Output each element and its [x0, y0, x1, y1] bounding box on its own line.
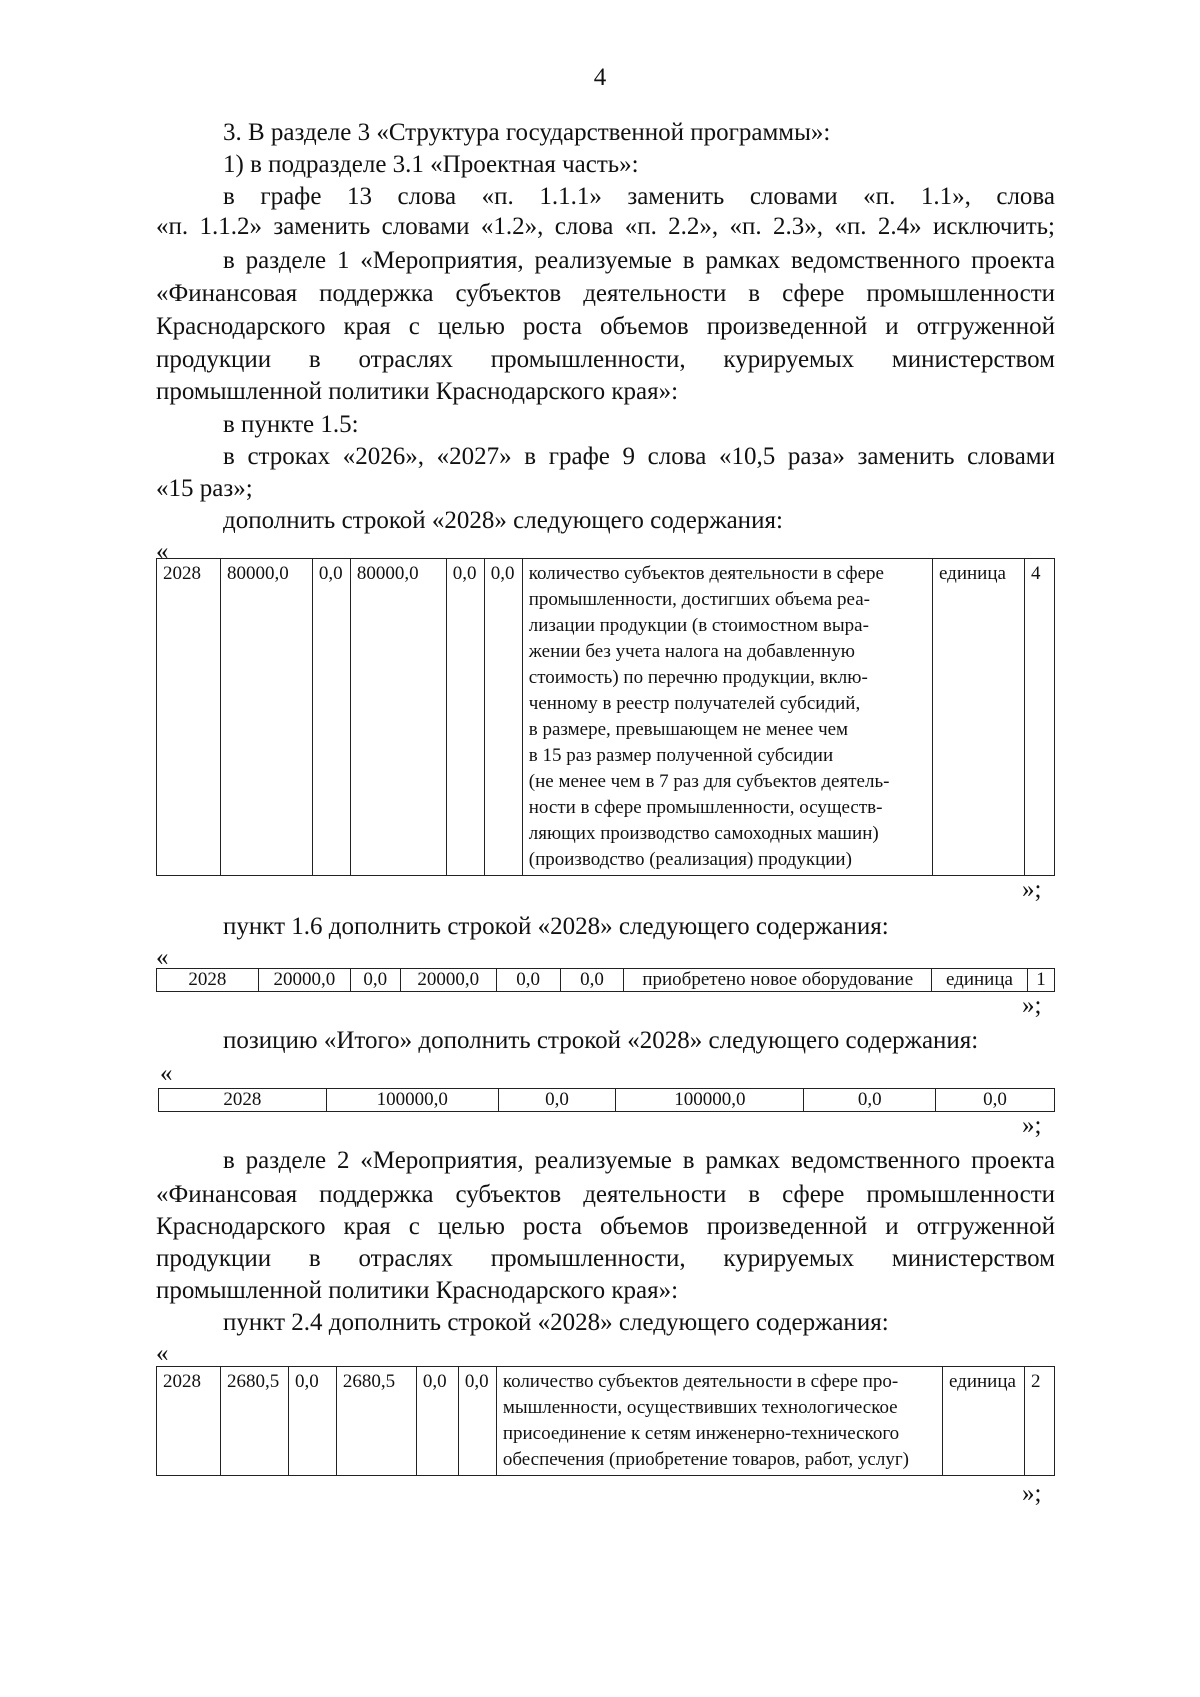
total-cell: 20000,0 — [258, 969, 350, 992]
description-line: стоимость) по перечню продукции, вклю- — [528, 667, 868, 688]
description-line: промышленности, достигших объема реа- — [528, 589, 870, 610]
open-quote: « — [156, 944, 169, 971]
punkt-2-4: пункт 2.4 дополнить строкой «2028» следующего содержания: — [223, 1309, 889, 1336]
amount-cell: 0,0 — [804, 1089, 936, 1112]
table-punkt-1-5 — [156, 558, 1055, 876]
table-row — [157, 559, 1055, 876]
strokah-line-2: «15 раз»; — [156, 475, 253, 502]
close-quote: »; — [1022, 876, 1042, 903]
amount-cell: 0,0 — [936, 1089, 1055, 1112]
description-line: количество субъектов деятельности в сфере про- — [502, 1371, 899, 1392]
section-heading: 3. В разделе 3 «Структура государственной программы»: — [223, 119, 831, 146]
punkt-1-5: в пункте 1.5: — [223, 411, 359, 438]
description-line: ченному в реестр получателей субсидий, — [528, 693, 861, 714]
graph13-line-1: в графе 13 слова «п. 1.1.1» заменить словами «п. 1.1», слова — [223, 183, 1055, 210]
description-cell: приобретено новое оборудование — [624, 969, 932, 992]
razdel1-line-3: Краснодарского края с целью роста объемов произведенной и отгруженной — [156, 313, 1055, 340]
year-cell: 2028 — [157, 559, 221, 876]
table-row — [157, 1367, 1055, 1476]
unit-cell: единица — [942, 1367, 1024, 1476]
amount-cell: 0,0 — [496, 969, 560, 992]
description-line: в 15 раз размер полученной субсидии — [528, 745, 834, 766]
description-cell — [496, 1367, 942, 1476]
dopolnit-line: дополнить строкой «2028» следующего содержания: — [223, 507, 783, 534]
amount-cell: 0,0 — [350, 969, 400, 992]
description-line: (не менее чем в 7 раз для субъектов деятель- — [528, 771, 890, 792]
razdel1-line-1: в разделе 1 «Мероприятия, реализуемые в рамках ведомственного проекта — [223, 247, 1055, 274]
description-line: лизации продукции (в стоимостном выра- — [528, 615, 869, 636]
year-cell: 2028 — [159, 1089, 327, 1112]
close-quote: »; — [1022, 992, 1042, 1019]
razdel2-line-5: промышленной политики Краснодарского края»: — [156, 1277, 679, 1304]
open-quote: « — [156, 1340, 169, 1367]
value-cell: 2 — [1024, 1367, 1054, 1476]
amount-cell: 100000,0 — [616, 1089, 804, 1112]
amount-cell: 0,0 — [312, 559, 350, 876]
razdel2-line-4: продукции в отраслях промышленности, курируемых министерством — [156, 1245, 1055, 1272]
amount-cell: 0,0 — [498, 1089, 616, 1112]
value-cell: 4 — [1024, 559, 1054, 876]
open-quote: « — [156, 538, 169, 565]
amount-cell: 20000,0 — [400, 969, 496, 992]
description-line: (производство (реализация) продукции) — [528, 849, 852, 870]
razdel2-line-1: в разделе 2 «Мероприятия, реализуемые в рамках ведомственного проекта — [223, 1147, 1055, 1174]
description-line: ности в сфере промышленности, осуществ- — [528, 797, 883, 818]
itogo-line: позицию «Итого» дополнить строкой «2028» следующего содержания: — [223, 1027, 979, 1054]
table-row — [159, 1089, 1055, 1112]
amount-cell: 80000,0 — [350, 559, 446, 876]
close-quote: »; — [1022, 1480, 1042, 1507]
description-line: жении без учета налога на добавленную — [528, 641, 855, 662]
close-quote: »; — [1022, 1112, 1042, 1139]
unit-cell: единица — [932, 559, 1024, 876]
subsection-line: 1) в подразделе 3.1 «Проектная часть»: — [223, 151, 639, 178]
amount-cell: 0,0 — [288, 1367, 336, 1476]
year-cell: 2028 — [157, 1367, 221, 1476]
unit-cell: единица — [932, 969, 1028, 992]
amount-cell: 0,0 — [560, 969, 624, 992]
amount-cell: 2680,5 — [336, 1367, 416, 1476]
razdel2-line-3: Краснодарского края с целью роста объемов произведенной и отгруженной — [156, 1213, 1055, 1240]
total-cell: 80000,0 — [220, 559, 312, 876]
razdel2-line-2: «Финансовая поддержка субъектов деятельности в сфере промышленности — [156, 1181, 1055, 1208]
amount-cell: 0,0 — [416, 1367, 458, 1476]
amount-cell: 0,0 — [458, 1367, 496, 1476]
amount-cell: 0,0 — [446, 559, 484, 876]
total-cell: 100000,0 — [326, 1089, 498, 1112]
description-line: присоединение к сетям инженерно-технического — [502, 1423, 900, 1444]
amount-cell: 0,0 — [484, 559, 522, 876]
description-line: в размере, превышающем не менее чем — [528, 719, 849, 740]
open-quote: « — [160, 1060, 173, 1087]
razdel1-line-2: «Финансовая поддержка субъектов деятельности в сфере промышленности — [156, 280, 1055, 307]
table-punkt-2-4 — [156, 1366, 1055, 1476]
value-cell: 1 — [1027, 969, 1054, 992]
description-line: мышленности, осуществивших технологическое — [502, 1397, 898, 1418]
table-row — [157, 969, 1055, 992]
description-line: количество субъектов деятельности в сфере — [528, 563, 884, 584]
page-number: 4 — [593, 64, 607, 91]
graph13-line-2: «п. 1.1.2» заменить словами «1.2», слова «п. 2.2», «п. 2.3», «п. 2.4» исключить; — [156, 213, 1055, 240]
razdel1-line-4: продукции в отраслях промышленности, курируемых министерством — [156, 346, 1055, 373]
punkt-1-6: пункт 1.6 дополнить строкой «2028» следующего содержания: — [223, 913, 889, 940]
description-line: ляющих производство самоходных машин) — [528, 823, 879, 844]
table-itogo — [158, 1088, 1055, 1112]
table-punkt-1-6 — [156, 968, 1055, 992]
description-cell — [522, 559, 932, 876]
description-line: обеспечения (приобретение товаров, работ, услуг) — [502, 1449, 909, 1470]
year-cell: 2028 — [157, 969, 259, 992]
strokah-line-1: в строках «2026», «2027» в графе 9 слова «10,5 раза» заменить словами — [223, 443, 1055, 470]
total-cell: 2680,5 — [220, 1367, 288, 1476]
razdel1-line-5: промышленной политики Краснодарского края»: — [156, 378, 679, 405]
